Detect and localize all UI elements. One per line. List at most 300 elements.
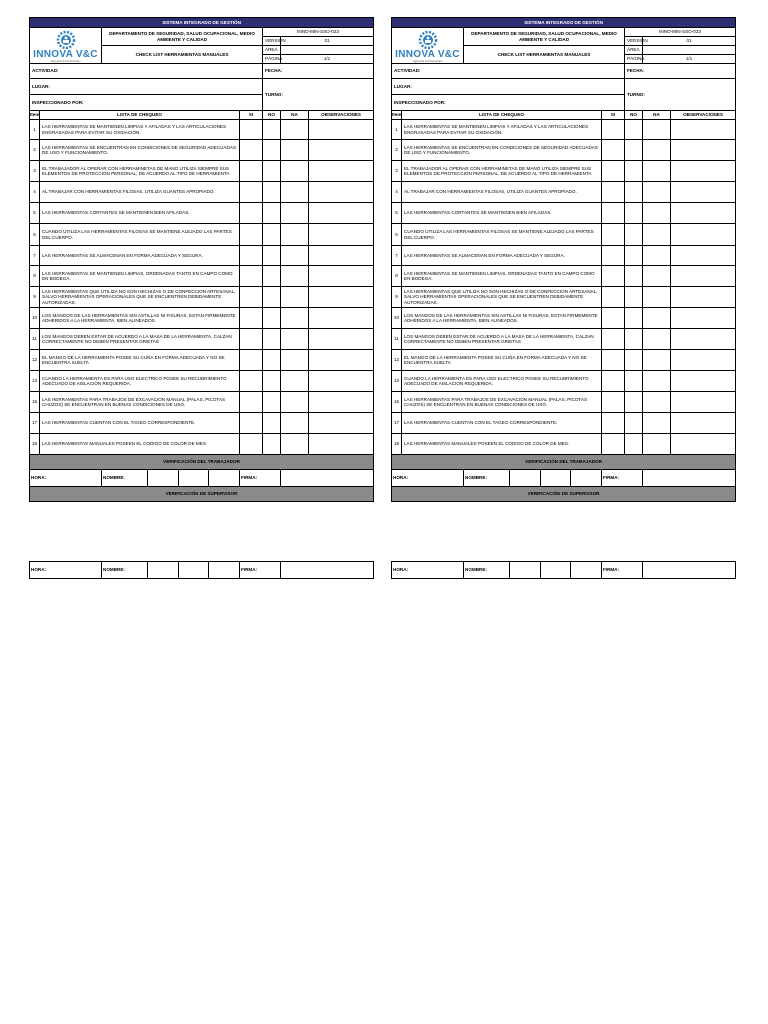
no-checkbox[interactable] bbox=[625, 203, 643, 224]
yes-checkbox[interactable] bbox=[602, 203, 625, 224]
no-checkbox[interactable] bbox=[625, 266, 643, 287]
checklist-row bbox=[392, 308, 736, 329]
item-number: 10 bbox=[392, 308, 402, 329]
yes-column-header: SI bbox=[240, 111, 263, 120]
checklist-row bbox=[30, 120, 374, 140]
no-checkbox[interactable] bbox=[263, 161, 281, 182]
page-label: PÁGINA bbox=[263, 55, 281, 64]
observations-cell[interactable] bbox=[671, 246, 736, 266]
worker-verification-bar: VERIFICACIÓN DEL TRABAJADOR bbox=[392, 455, 736, 470]
checklist-row bbox=[30, 246, 374, 266]
na-checkbox[interactable] bbox=[643, 371, 671, 392]
no-checkbox[interactable] bbox=[625, 371, 643, 392]
yes-checkbox[interactable] bbox=[240, 161, 263, 182]
no-checkbox[interactable] bbox=[263, 203, 281, 224]
yes-checkbox[interactable] bbox=[602, 266, 625, 287]
na-checkbox[interactable] bbox=[281, 246, 309, 266]
item-number: 8 bbox=[392, 266, 402, 287]
item-text: LAS HERRAMIENTAS PARA TRABAJOS DE EXCAVACION MANUAL (PALAS, PICOTAS CHUZOS) SE ENCUENTRAN EN BUENAS CONDICIONES DE USO. bbox=[40, 392, 240, 413]
no-checkbox[interactable] bbox=[625, 246, 643, 266]
observations-cell[interactable] bbox=[671, 182, 736, 203]
checklist-row bbox=[392, 413, 736, 434]
item-number: 2 bbox=[392, 140, 402, 161]
na-checkbox[interactable] bbox=[643, 350, 671, 371]
observations-cell[interactable] bbox=[309, 140, 374, 161]
observations-cell[interactable] bbox=[671, 413, 736, 434]
item-text: EL MANGO DE LA HERRAMIENTA POSEE SU CUÑA EN FORMA ADECUADA Y NO SE ENCUENTRA SUELTA bbox=[40, 350, 240, 371]
supervisor-signature-space[interactable] bbox=[281, 562, 374, 579]
gear-logo-icon bbox=[413, 30, 443, 50]
no-checkbox[interactable] bbox=[263, 434, 281, 455]
yes-checkbox[interactable] bbox=[240, 329, 263, 350]
item-text: LAS HERRAMIENTAS CUENTAN CON EL TAGEO CORRESPONDIENTE. bbox=[402, 413, 602, 434]
na-column-header: NA bbox=[643, 111, 671, 120]
item-text: LAS HERRAMIENTAS SE MANTIENEN LIMPIAS, ORDENADAS TANTO EN CAMPO COMO EN BODEGA. bbox=[40, 266, 240, 287]
item-number: 4 bbox=[392, 182, 402, 203]
checklist-row bbox=[30, 434, 374, 455]
company-logo bbox=[392, 28, 464, 64]
supervisor-signature-field[interactable]: FIRMA: bbox=[602, 562, 643, 579]
checklist-row bbox=[30, 329, 374, 350]
observations-cell[interactable] bbox=[671, 392, 736, 413]
activity-field[interactable]: ACTIVIDAD: bbox=[30, 64, 263, 79]
system-title: SISTEMA INTEGRADO DE GESTIÓN bbox=[30, 18, 374, 28]
name-sign-area[interactable] bbox=[464, 470, 602, 487]
checklist-row bbox=[392, 203, 736, 224]
na-checkbox[interactable] bbox=[643, 120, 671, 140]
item-number: 7 bbox=[392, 246, 402, 266]
no-checkbox[interactable] bbox=[263, 246, 281, 266]
observations-cell[interactable] bbox=[309, 329, 374, 350]
item-text: CUANDO UTILIZA LAS HERRAMIENTAS FILOSAS SE MANTIENE ALEJADO LAS PARTES DEL CUERPO. bbox=[40, 224, 240, 246]
logo-tagline: Ingeniería & Construcción bbox=[412, 59, 443, 63]
item-number: 17 bbox=[392, 413, 402, 434]
item-text: CUANDO LA HERRAMIENTA ES PARA USO ELECTRICO POSEE SU RECUBRIMIENTO ADECUADO DE AISLACION REQUERIDA. bbox=[402, 371, 602, 392]
na-checkbox[interactable] bbox=[643, 413, 671, 434]
checklist-row bbox=[30, 224, 374, 246]
item-number: 2 bbox=[30, 140, 40, 161]
observations-cell[interactable] bbox=[671, 120, 736, 140]
item-text: EL MANGO DE LA HERRAMIENTA POSEE SU CUÑA EN FORMA ADECUADA Y NO SE ENCUENTRA SUELTA bbox=[402, 350, 602, 371]
logo-wordmark: INNOVA V&C bbox=[395, 48, 460, 60]
area-value bbox=[643, 46, 736, 55]
form-copy-right bbox=[391, 17, 735, 502]
signature-space[interactable] bbox=[281, 470, 374, 487]
checklist-row bbox=[30, 308, 374, 329]
checklist-row bbox=[392, 434, 736, 455]
na-checkbox[interactable] bbox=[281, 182, 309, 203]
checklist-row bbox=[30, 371, 374, 392]
yes-checkbox[interactable] bbox=[240, 246, 263, 266]
supervisor-signature-field[interactable]: FIRMA: bbox=[240, 562, 281, 579]
observations-cell[interactable] bbox=[671, 287, 736, 308]
yes-checkbox[interactable] bbox=[602, 287, 625, 308]
no-checkbox[interactable] bbox=[625, 329, 643, 350]
yes-checkbox[interactable] bbox=[602, 413, 625, 434]
no-checkbox[interactable] bbox=[263, 413, 281, 434]
yes-checkbox[interactable] bbox=[602, 120, 625, 140]
item-number: 12 bbox=[30, 350, 40, 371]
shift-field[interactable]: TURNO: bbox=[263, 79, 374, 111]
date-field[interactable]: FECHA: bbox=[625, 64, 736, 79]
item-text: CUANDO UTILIZA LAS HERRAMIENTAS FILOSAS SE MANTIENE ALEJADO LAS PARTES DEL CUERPO. bbox=[402, 224, 602, 246]
observations-column-header: OBSERVACIONES bbox=[671, 111, 736, 120]
item-text: LAS HERRAMIENTAS CORTANTES SE MANTIENEN BIEN AFILADAS. bbox=[402, 203, 602, 224]
checklist-row bbox=[392, 140, 736, 161]
observations-cell[interactable] bbox=[671, 224, 736, 246]
no-checkbox[interactable] bbox=[625, 182, 643, 203]
no-checkbox[interactable] bbox=[625, 224, 643, 246]
version-value: 01 bbox=[643, 37, 736, 46]
date-field[interactable]: FECHA: bbox=[263, 64, 374, 79]
item-text: AL TRABAJAR CON HERRAMIENTAS FILOSAS, UTILIZA GUANTES APROPIADO. bbox=[40, 182, 240, 203]
yes-checkbox[interactable] bbox=[602, 246, 625, 266]
form-copy-left bbox=[29, 17, 373, 502]
observations-cell[interactable] bbox=[671, 140, 736, 161]
na-checkbox[interactable] bbox=[281, 329, 309, 350]
inspector-field[interactable]: INSPECCIONADO POR: bbox=[30, 95, 263, 111]
no-checkbox[interactable] bbox=[263, 392, 281, 413]
checklist-row bbox=[392, 287, 736, 308]
place-field[interactable]: LUGAR: bbox=[30, 79, 263, 95]
observations-cell[interactable] bbox=[671, 371, 736, 392]
supervisor-name-area[interactable] bbox=[102, 562, 240, 579]
yes-checkbox[interactable] bbox=[240, 371, 263, 392]
company-logo bbox=[30, 28, 102, 64]
yes-checkbox[interactable] bbox=[240, 308, 263, 329]
checklist-row bbox=[392, 246, 736, 266]
observations-cell[interactable] bbox=[309, 266, 374, 287]
na-checkbox[interactable] bbox=[643, 329, 671, 350]
item-number: 9 bbox=[30, 287, 40, 308]
item-number: 5 bbox=[392, 203, 402, 224]
yes-checkbox[interactable] bbox=[602, 392, 625, 413]
item-text: LAS HERRAMIENTAS SE MANTIENEN LIMPIAS Y AFILADAS Y LAS ARTICULACIONES ENGRASADAS PARA EVITAR SU OXIDACIÓN. bbox=[402, 120, 602, 140]
no-column-header: NO bbox=[263, 111, 281, 120]
yes-checkbox[interactable] bbox=[240, 140, 263, 161]
logo-tagline: Ingeniería & Construcción bbox=[50, 59, 81, 63]
department-name: DEPARTAMENTO DE SEGURIDAD, SALUD OCUPACIONAL, MEDIO AMBIENTE Y CALIDAD bbox=[102, 28, 263, 46]
observations-cell[interactable] bbox=[309, 371, 374, 392]
checklist-row bbox=[30, 182, 374, 203]
observations-cell[interactable] bbox=[309, 224, 374, 246]
no-checkbox[interactable] bbox=[263, 224, 281, 246]
checklist-row bbox=[30, 392, 374, 413]
activity-field[interactable]: ACTIVIDAD: bbox=[392, 64, 625, 79]
item-text: EL TRABAJADOR AL OPERAR CON HERRAMINETAS DE MANO UTILIZA SIEMPRE SUS ELEMENTOS DE PROTECCION PERSONAL, DE ACUERDO AL TIPO DE HERRAMIENTA bbox=[402, 161, 602, 182]
checklist-row bbox=[30, 266, 374, 287]
checklist-form bbox=[29, 17, 374, 502]
signature-space[interactable] bbox=[643, 470, 736, 487]
no-checkbox[interactable] bbox=[263, 371, 281, 392]
no-checkbox[interactable] bbox=[625, 287, 643, 308]
item-number: 3 bbox=[30, 161, 40, 182]
na-checkbox[interactable] bbox=[643, 140, 671, 161]
observations-cell[interactable] bbox=[309, 120, 374, 140]
time-field[interactable]: HORA: bbox=[30, 470, 102, 487]
no-checkbox[interactable] bbox=[625, 434, 643, 455]
na-checkbox[interactable] bbox=[281, 371, 309, 392]
version-value: 01 bbox=[281, 37, 374, 46]
item-number: 6 bbox=[30, 224, 40, 246]
yes-checkbox[interactable] bbox=[602, 161, 625, 182]
checklist-row bbox=[392, 329, 736, 350]
area-label: ÁREA bbox=[263, 46, 281, 55]
gear-logo-icon bbox=[51, 30, 81, 50]
item-number: 6 bbox=[392, 224, 402, 246]
checklist-row bbox=[392, 392, 736, 413]
na-checkbox[interactable] bbox=[643, 246, 671, 266]
supervisor-sign-row bbox=[391, 561, 736, 579]
checklist-row bbox=[392, 161, 736, 182]
no-checkbox[interactable] bbox=[625, 120, 643, 140]
no-checkbox[interactable] bbox=[625, 161, 643, 182]
item-text: CUANDO LA HERRAMIENTA ES PARA USO ELECTRICO POSEE SU RECUBRIMIENTO ADECUADO DE AISLACION REQUERIDA. bbox=[40, 371, 240, 392]
item-number: 9 bbox=[392, 287, 402, 308]
item-text: LAS HERRAMIENTAS SE ALMACENAN EN FORMA ADECUADA Y SEGURA. bbox=[40, 246, 240, 266]
supervisor-verification-bar: VERIFICACIÓN DE SUPERVISOR bbox=[30, 487, 374, 502]
item-text: LAS HERRAMIENTAS SE ALMACENAN EN FORMA ADECUADA Y SEGURA. bbox=[402, 246, 602, 266]
na-checkbox[interactable] bbox=[643, 392, 671, 413]
observations-cell[interactable] bbox=[309, 182, 374, 203]
observations-cell[interactable] bbox=[309, 392, 374, 413]
yes-checkbox[interactable] bbox=[602, 434, 625, 455]
no-checkbox[interactable] bbox=[625, 392, 643, 413]
checklist-row bbox=[30, 161, 374, 182]
item-text: AL TRABAJAR CON HERRAMIENTAS FILOSAS, UTILIZA GUANTES APROPIADO. bbox=[402, 182, 602, 203]
supervisor-footer-left bbox=[29, 561, 373, 579]
yes-checkbox[interactable] bbox=[602, 308, 625, 329]
worker-verification-bar: VERIFICACIÓN DEL TRABAJADOR bbox=[30, 455, 374, 470]
item-text: LAS HERRAMIENTAS SE MANTIENEN LIMPIAS Y AFILADAS Y LAS ARTICULACIONES ENGRASADAS PARA EVITAR SU OXIDACIÓN. bbox=[40, 120, 240, 140]
checklist-column-header: LISTA DE CHEQUEO bbox=[402, 111, 602, 120]
no-checkbox[interactable] bbox=[263, 120, 281, 140]
supervisor-name-field[interactable]: NOMBRE: bbox=[464, 562, 510, 578]
item-text: LAS HERRAMIENTAS MANUALES POSEEN EL CODIGO DE COLOR DE MES. bbox=[40, 434, 240, 455]
supervisor-sign-row bbox=[29, 561, 374, 579]
signature-field[interactable]: FIRMA: bbox=[240, 470, 281, 487]
no-checkbox[interactable] bbox=[263, 350, 281, 371]
observations-cell[interactable] bbox=[671, 350, 736, 371]
yes-checkbox[interactable] bbox=[240, 434, 263, 455]
yes-checkbox[interactable] bbox=[240, 392, 263, 413]
yes-checkbox[interactable] bbox=[602, 350, 625, 371]
yes-checkbox[interactable] bbox=[602, 140, 625, 161]
checklist-row bbox=[30, 413, 374, 434]
area-label: ÁREA bbox=[625, 46, 643, 55]
item-number: 7 bbox=[30, 246, 40, 266]
page-value: 1/1 bbox=[281, 55, 374, 64]
na-checkbox[interactable] bbox=[281, 140, 309, 161]
item-number: 13 bbox=[392, 371, 402, 392]
no-checkbox[interactable] bbox=[263, 266, 281, 287]
na-checkbox[interactable] bbox=[281, 161, 309, 182]
version-label: VERSION bbox=[263, 37, 281, 46]
page-value: 1/1 bbox=[643, 55, 736, 64]
na-checkbox[interactable] bbox=[281, 224, 309, 246]
item-text: LAS HERRAMIENTAS QUE UTILIZA NO SON HECHIZAS O DE CONFECCION ARTESANAL, SALVO HERRAMIENTAS OPERACIONALES QUE SE ENCUENTREN DEBIDAMENTE AUTORIZADAS. bbox=[402, 287, 602, 308]
item-number: 1 bbox=[30, 120, 40, 140]
yes-checkbox[interactable] bbox=[240, 287, 263, 308]
yes-checkbox[interactable] bbox=[602, 224, 625, 246]
item-text: LOS MANGOS DEBEN ESTAR DE ACUERDO A LA MASA DE LA HERRAMIENTA, CALZAN CORRECTAMENTE NO DEBEN PRESENTAR GRIETAS bbox=[402, 329, 602, 350]
document-code: INNO-MIN-SSO-023 bbox=[625, 28, 736, 37]
item-number: 11 bbox=[30, 329, 40, 350]
item-number: 15 bbox=[30, 392, 40, 413]
na-checkbox[interactable] bbox=[643, 161, 671, 182]
na-checkbox[interactable] bbox=[643, 434, 671, 455]
area-value bbox=[281, 46, 374, 55]
yes-checkbox[interactable] bbox=[602, 371, 625, 392]
na-checkbox[interactable] bbox=[281, 203, 309, 224]
document-title: CHECK LIST HERRAMIENTAS MANUALES bbox=[464, 46, 625, 64]
checklist-row bbox=[392, 224, 736, 246]
na-checkbox[interactable] bbox=[643, 308, 671, 329]
no-checkbox[interactable] bbox=[263, 182, 281, 203]
na-checkbox[interactable] bbox=[281, 120, 309, 140]
observations-cell[interactable] bbox=[309, 203, 374, 224]
document-code: INNO-MIN-SSO-023 bbox=[263, 28, 374, 37]
yes-checkbox[interactable] bbox=[240, 224, 263, 246]
item-text: LOS MANGOS DEBEN ESTAR DE ACUERDO A LA MASA DE LA HERRAMIENTA, CALZAN CORRECTAMENTE NO DEBEN PRESENTAR GRIETAS bbox=[40, 329, 240, 350]
no-column-header: NO bbox=[625, 111, 643, 120]
yes-checkbox[interactable] bbox=[240, 266, 263, 287]
yes-checkbox[interactable] bbox=[602, 182, 625, 203]
item-number: 10 bbox=[30, 308, 40, 329]
observations-cell[interactable] bbox=[671, 266, 736, 287]
item-text: LAS HERRAMIENTAS PARA TRABAJOS DE EXCAVACION MANUAL (PALAS, PICOTAS CHUZOS) SE ENCUENTRAN EN BUENAS CONDICIONES DE USO. bbox=[402, 392, 602, 413]
observations-cell[interactable] bbox=[671, 329, 736, 350]
no-checkbox[interactable] bbox=[263, 140, 281, 161]
item-text: LAS HERRAMIENTAS MANUALES POSEEN EL CODIGO DE COLOR DE MES. bbox=[402, 434, 602, 455]
checklist-row bbox=[30, 203, 374, 224]
item-number: 4 bbox=[30, 182, 40, 203]
na-checkbox[interactable] bbox=[281, 266, 309, 287]
item-number: 17 bbox=[30, 413, 40, 434]
place-field[interactable]: LUGAR: bbox=[392, 79, 625, 95]
inspector-field[interactable]: INSPECCIONADO POR: bbox=[392, 95, 625, 111]
observations-cell[interactable] bbox=[309, 308, 374, 329]
checklist-row bbox=[392, 350, 736, 371]
observations-cell[interactable] bbox=[309, 350, 374, 371]
yes-column-header: SI bbox=[602, 111, 625, 120]
no-checkbox[interactable] bbox=[625, 350, 643, 371]
no-checkbox[interactable] bbox=[625, 413, 643, 434]
checklist-row bbox=[392, 266, 736, 287]
item-number: 3 bbox=[392, 161, 402, 182]
no-checkbox[interactable] bbox=[625, 308, 643, 329]
checklist-row bbox=[392, 120, 736, 140]
na-checkbox[interactable] bbox=[281, 413, 309, 434]
yes-checkbox[interactable] bbox=[240, 413, 263, 434]
na-checkbox[interactable] bbox=[281, 434, 309, 455]
observations-cell[interactable] bbox=[309, 246, 374, 266]
checklist-row bbox=[30, 350, 374, 371]
na-checkbox[interactable] bbox=[643, 266, 671, 287]
na-checkbox[interactable] bbox=[281, 392, 309, 413]
document-title: CHECK LIST HERRAMIENTAS MANUALES bbox=[102, 46, 263, 64]
observations-cell[interactable] bbox=[309, 413, 374, 434]
name-field[interactable]: NOMBRE: bbox=[464, 470, 510, 486]
no-checkbox[interactable] bbox=[263, 329, 281, 350]
na-checkbox[interactable] bbox=[281, 308, 309, 329]
supervisor-time-field[interactable]: HORA: bbox=[30, 562, 102, 579]
supervisor-time-field[interactable]: HORA: bbox=[392, 562, 464, 579]
item-number: 18 bbox=[30, 434, 40, 455]
item-number: 1 bbox=[392, 120, 402, 140]
item-text: EL TRABAJADOR AL OPERAR CON HERRAMINETAS DE MANO UTILIZA SIEMPRE SUS ELEMENTOS DE PROTECCION PERSONAL, DE ACUERDO AL TIPO DE HERRAMIENTA bbox=[40, 161, 240, 182]
item-number: 18 bbox=[392, 434, 402, 455]
checklist-row bbox=[392, 182, 736, 203]
yes-checkbox[interactable] bbox=[240, 182, 263, 203]
name-sign-area[interactable] bbox=[102, 470, 240, 487]
observations-cell[interactable] bbox=[309, 287, 374, 308]
checklist-row bbox=[392, 371, 736, 392]
item-text: LAS HERRAMIENTAS QUE UTILIZA NO SON HECHIZAS O DE CONFECCION ARTESANAL, SALVO HERRAMIENTAS OPERACIONALES QUE SE ENCUENTREN DEBIDAMENTE AUTORIZADAS. bbox=[40, 287, 240, 308]
yes-checkbox[interactable] bbox=[240, 350, 263, 371]
checklist-row bbox=[30, 140, 374, 161]
observations-cell[interactable] bbox=[671, 434, 736, 455]
supervisor-signature-space[interactable] bbox=[643, 562, 736, 579]
checklist-form bbox=[391, 17, 736, 502]
supervisor-name-area[interactable] bbox=[464, 562, 602, 579]
system-title: SISTEMA INTEGRADO DE GESTIÓN bbox=[392, 18, 736, 28]
item-number: 15 bbox=[392, 392, 402, 413]
na-checkbox[interactable] bbox=[281, 350, 309, 371]
shift-field[interactable]: TURNO: bbox=[625, 79, 736, 111]
no-checkbox[interactable] bbox=[625, 140, 643, 161]
na-checkbox[interactable] bbox=[643, 182, 671, 203]
item-number: 13 bbox=[30, 371, 40, 392]
item-number: 11 bbox=[392, 329, 402, 350]
observations-column-header: OBSERVACIONES bbox=[309, 111, 374, 120]
item-text: LAS HERRAMIENTAS CORTANTES SE MANTIENEN BIEN AFILADAS. bbox=[40, 203, 240, 224]
page-label: PÁGINA bbox=[625, 55, 643, 64]
no-checkbox[interactable] bbox=[263, 308, 281, 329]
item-number: 12 bbox=[392, 350, 402, 371]
yes-checkbox[interactable] bbox=[240, 203, 263, 224]
item-column-header: Item bbox=[392, 111, 402, 120]
item-column-header: Item bbox=[30, 111, 40, 120]
name-field[interactable]: NOMBRE: bbox=[102, 470, 148, 486]
supervisor-name-field[interactable]: NOMBRE: bbox=[102, 562, 148, 578]
item-text: LAS HERRAMIENTAS SE MANTIENEN LIMPIAS, ORDENADAS TANTO EN CAMPO COMO EN BODEGA. bbox=[402, 266, 602, 287]
department-name: DEPARTAMENTO DE SEGURIDAD, SALUD OCUPACIONAL, MEDIO AMBIENTE Y CALIDAD bbox=[464, 28, 625, 46]
version-label: VERSION bbox=[625, 37, 643, 46]
na-column-header: NA bbox=[281, 111, 309, 120]
na-checkbox[interactable] bbox=[643, 203, 671, 224]
observations-cell[interactable] bbox=[671, 308, 736, 329]
yes-checkbox[interactable] bbox=[240, 120, 263, 140]
observations-cell[interactable] bbox=[309, 434, 374, 455]
na-checkbox[interactable] bbox=[281, 287, 309, 308]
item-text: LOS MANGOS DE LAS HERRAMIENTAS SIN ASTILLAS NI FISURAS, ESTAN FIRMEMENTE ADHERIDOS A LA HERRAMIENTA, BIEN ALINEADOS. bbox=[402, 308, 602, 329]
time-field[interactable]: HORA: bbox=[392, 470, 464, 487]
yes-checkbox[interactable] bbox=[602, 329, 625, 350]
na-checkbox[interactable] bbox=[643, 287, 671, 308]
item-number: 8 bbox=[30, 266, 40, 287]
logo-wordmark: INNOVA V&C bbox=[33, 48, 98, 60]
observations-cell[interactable] bbox=[671, 203, 736, 224]
item-text: LAS HERRAMIENTAS SE ENCUENTRAN EN CONDICIONES DE SEGURIDAD ADECUADAS DE USO Y FUNCIONAMIENTO. bbox=[402, 140, 602, 161]
na-checkbox[interactable] bbox=[643, 224, 671, 246]
signature-field[interactable]: FIRMA: bbox=[602, 470, 643, 487]
no-checkbox[interactable] bbox=[263, 287, 281, 308]
supervisor-footer-right bbox=[391, 561, 735, 579]
observations-cell[interactable] bbox=[309, 161, 374, 182]
item-text: LAS HERRAMIENTAS CUENTAN CON EL TAGEO CORRESPONDIENTE. bbox=[40, 413, 240, 434]
observations-cell[interactable] bbox=[671, 161, 736, 182]
